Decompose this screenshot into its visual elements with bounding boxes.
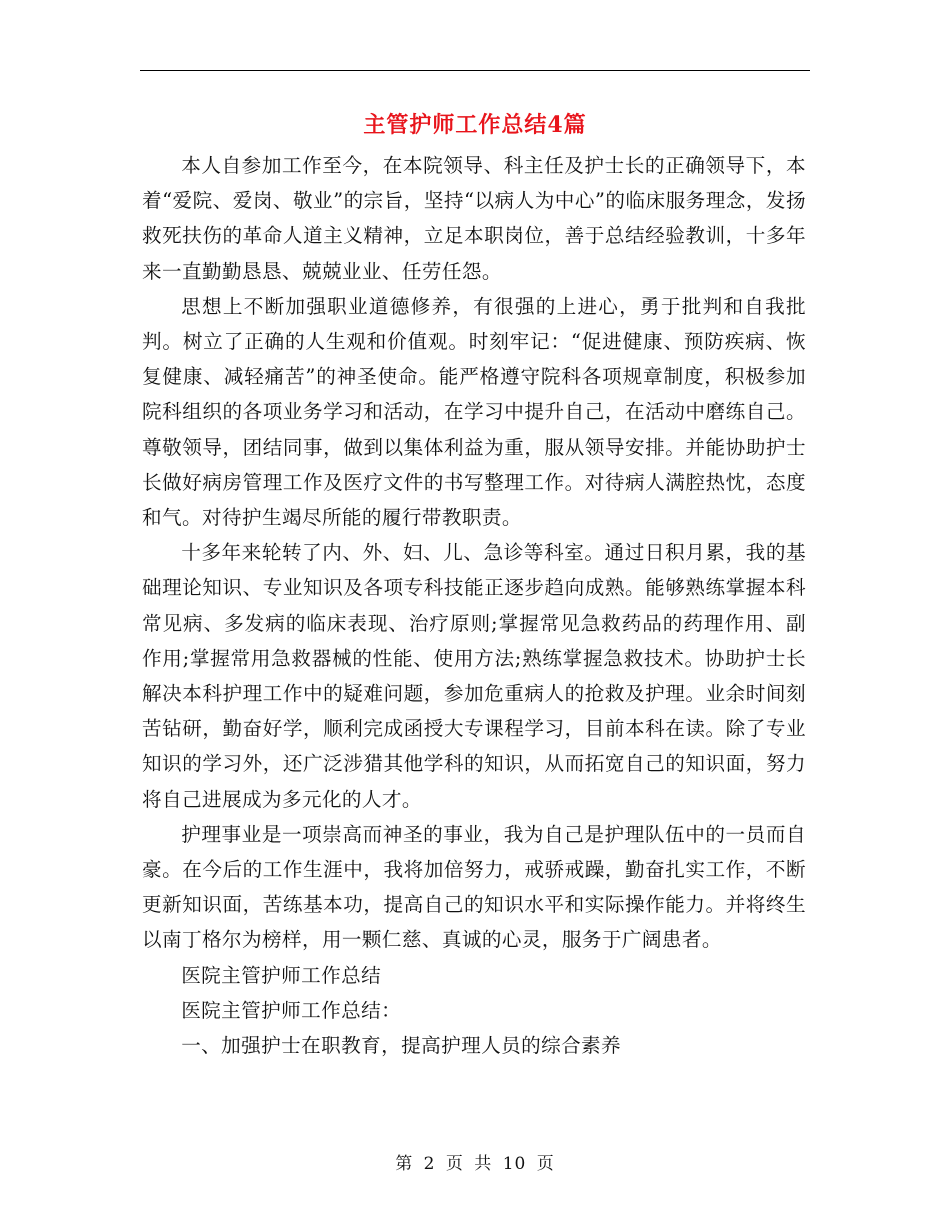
paragraph-3: 十多年来轮转了内、外、妇、儿、急诊等科室。通过日积月累，我的基础理论知识、专业知识及各项专科技能正逐步趋向成熟。能够熟练掌握本科常见病、多发病的临床表现、治疗原则;掌握常见急救药品的药理作用、副作用;掌握常用急救器械的性能、使用方法;熟练掌握急救技术。协助护士长解决本科护理工作中的疑难问题，参加危重病人的抢救及护理。业余时间刻苦钻研，勤奋好学，顺利完成函授大专课程学习，目前本科在读。除了专业知识的学习外，还广泛涉猎其他学科的知识，从而拓宽自己的知识面，努力将自己进展成为多元化的人才。: [142, 541, 806, 811]
section-subheading: 医院主管护师工作总结：: [181, 998, 402, 1022]
paragraph-4: 护理事业是一项崇高而神圣的事业，我为自己是护理队伍中的一员而自豪。在今后的工作生涯中，我将加倍努力，戒骄戒躁，勤奋扎实工作，不断更新知识面，苦练基本功，提高自己的知识水平和实际操作能力。并将终生以南丁格尔为榜样，用一颗仁慈、真诚的心灵，服务于广阔患者。: [142, 822, 806, 952]
paragraph-1: 本人自参加工作至今，在本院领导、科主任及护士长的正确领导下，本着“爱院、爱岗、敬业”的宗旨，坚持“以病人为中心”的临床服务理念，发扬救死扶伤的革命人道主义精神，立足本职岗位，善于总结经验教训，十多年来一直勤勤恳恳、兢兢业业、任劳任怨。: [142, 154, 806, 283]
page-footer: 第 2 页 共 10 页: [395, 1154, 555, 1174]
document-title: 主管护师工作总结4篇: [363, 112, 587, 138]
section-heading: 医院主管护师工作总结: [181, 963, 382, 987]
section-item-1: 一、加强护士在职教育，提高护理人员的综合素养: [181, 1034, 622, 1058]
paragraph-2: 思想上不断加强职业道德修养，有很强的上进心，勇于批判和自我批判。树立了正确的人生观和价值观。时刻牢记：“促进健康、预防疾病、恢复健康、减轻痛苦”的神圣使命。能严格遵守院科各项规章制度，积极参加院科组织的各项业务学习和活动，在学习中提升自己，在活动中磨练自己。尊敬领导，团结同事，做到以集体利益为重，服从领导安排。并能协助护士长做好病房管理工作及医疗文件的书写整理工作。对待病人满腔热忱，态度和气。对待护生竭尽所能的履行带教职责。: [142, 294, 806, 530]
header-rule: [140, 70, 810, 71]
document-body: [142, 148, 806, 1063]
